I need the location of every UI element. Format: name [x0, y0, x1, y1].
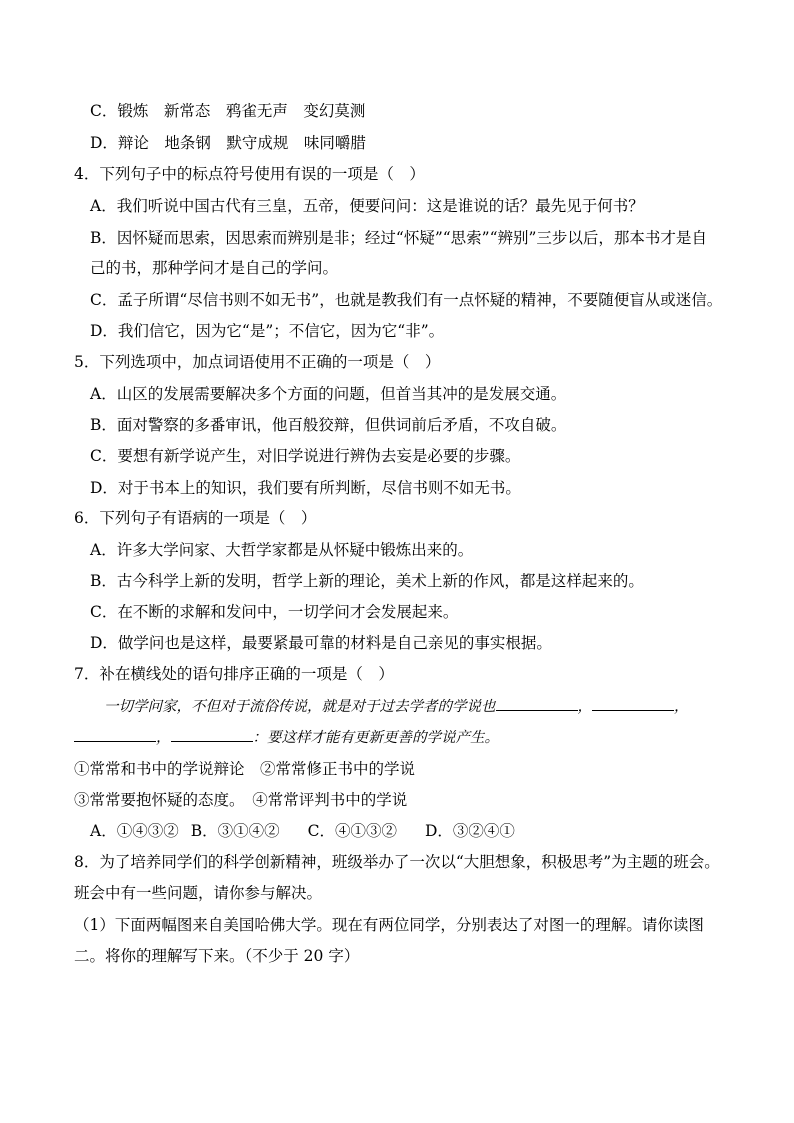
- q4-option-d: D．我们信它，因为它“是”；不信它，因为它“非”。: [90, 322, 445, 340]
- q7-choice-a: A．①④③②: [90, 822, 179, 840]
- q4-option-a: A．我们听说中国古代有三皇，五帝，便要问问：这是谁说的话？最先见于何书？: [90, 197, 644, 215]
- q7-passage-line2: [74, 727, 499, 748]
- q6-option-b: B．古今科学上新的发明，哲学上新的理论，美术上新的作风，都是这样起来的。: [90, 572, 644, 590]
- q7-passage-text: 一切学问家，不但对于流俗传说，就是对于过去学者的学说也: [104, 699, 496, 715]
- q7-choice-c: C．④①③②: [307, 822, 397, 840]
- q3-option-c: C．锻炼 新常态 鸦雀无声 变幻莫测: [90, 102, 366, 120]
- q7-blank-2[interactable]: [592, 696, 674, 711]
- q7-passage-line1: [104, 696, 689, 717]
- q7-passage-tail: ：要这样才能有更新更善的学说产生。: [252, 730, 499, 746]
- q7-choice-d: D．③②④①: [424, 822, 515, 840]
- q4-stem: 4．下列句子中的标点符号使用有误的一项是（ ）: [74, 165, 425, 183]
- q8-sub1-line1: （1）下面两幅图来自美国哈佛大学。现在有两位同学，分别表达了对图一的理解。请你读图: [74, 916, 704, 934]
- q6-option-a: A．许多大学问家、大哲学家都是从怀疑中锻炼出来的。: [90, 541, 474, 559]
- q7-stem: 7．补在横线处的语句排序正确的一项是（ ）: [74, 665, 394, 683]
- q6-option-c: C．在不断的求解和发问中，一切学问才会发展起来。: [90, 603, 459, 621]
- q4-option-b-line1: B．因怀疑而思索，因思索而辨别是非；经过“怀疑”“思索”“辨别”三步以后，那本书才是自: [90, 229, 707, 247]
- q4-option-c: C．孟子所谓“尽信书则不如无书”，也就是教我们有一点怀疑的精神，不要随便盲从或迷信。: [90, 291, 723, 309]
- q5-option-b: B．面对警察的多番审讯，他百般狡辩，但供词前后矛盾，不攻自破。: [90, 416, 567, 434]
- q7-choices: [90, 821, 527, 841]
- q5-stem: 5．下列选项中，加点词语使用不正确的一项是（ ）: [74, 353, 441, 371]
- q8-stem-line2: 班会中有一些问题，请你参与解决。: [74, 884, 323, 902]
- q5-option-a: A．山区的发展需要解决多个方面的问题，但首当其冲的是发展交通。: [90, 385, 567, 403]
- q7-items-2: ③常常要抱怀疑的态度。 ④常常评判书中的学说: [74, 791, 408, 809]
- q5-option-d: D．对于书本上的知识，我们要有所判断，尽信书则不如无书。: [90, 479, 521, 497]
- q7-items-1: ①常常和书中的学说辩论 ②常常修正书中的学说: [74, 760, 416, 778]
- q6-option-d: D．做学问也是这样，最要紧最可靠的材料是自己亲见的事实根据。: [90, 634, 552, 652]
- q7-blank-4[interactable]: [171, 727, 253, 742]
- q5-option-c: C．要想有新学说产生，对旧学说进行辨伪去妄是必要的步骤。: [90, 447, 521, 465]
- q7-blank-3[interactable]: [74, 727, 156, 742]
- q7-choice-b: B．③①④②: [190, 822, 280, 840]
- q7-comma: ，: [156, 730, 171, 746]
- q6-stem: 6．下列句子有语病的一项是（ ）: [74, 509, 317, 527]
- q4-option-b-line2: 己的书，那种学问才是自己的学问。: [90, 259, 339, 277]
- q7-blank-1[interactable]: [496, 696, 578, 711]
- q7-comma: ，: [674, 699, 689, 715]
- q8-sub1-line2: 二。将你的理解写下来。（不少于 20 字）: [74, 947, 360, 965]
- q3-option-d: D．辩论 地条钢 默守成规 味同嚼腊: [90, 134, 366, 152]
- q8-stem-line1: 8．为了培养同学们的科学创新精神，班级举办了一次以“大胆想象，积极思考”为主题的班会。: [74, 853, 720, 871]
- q7-comma: ，: [577, 699, 592, 715]
